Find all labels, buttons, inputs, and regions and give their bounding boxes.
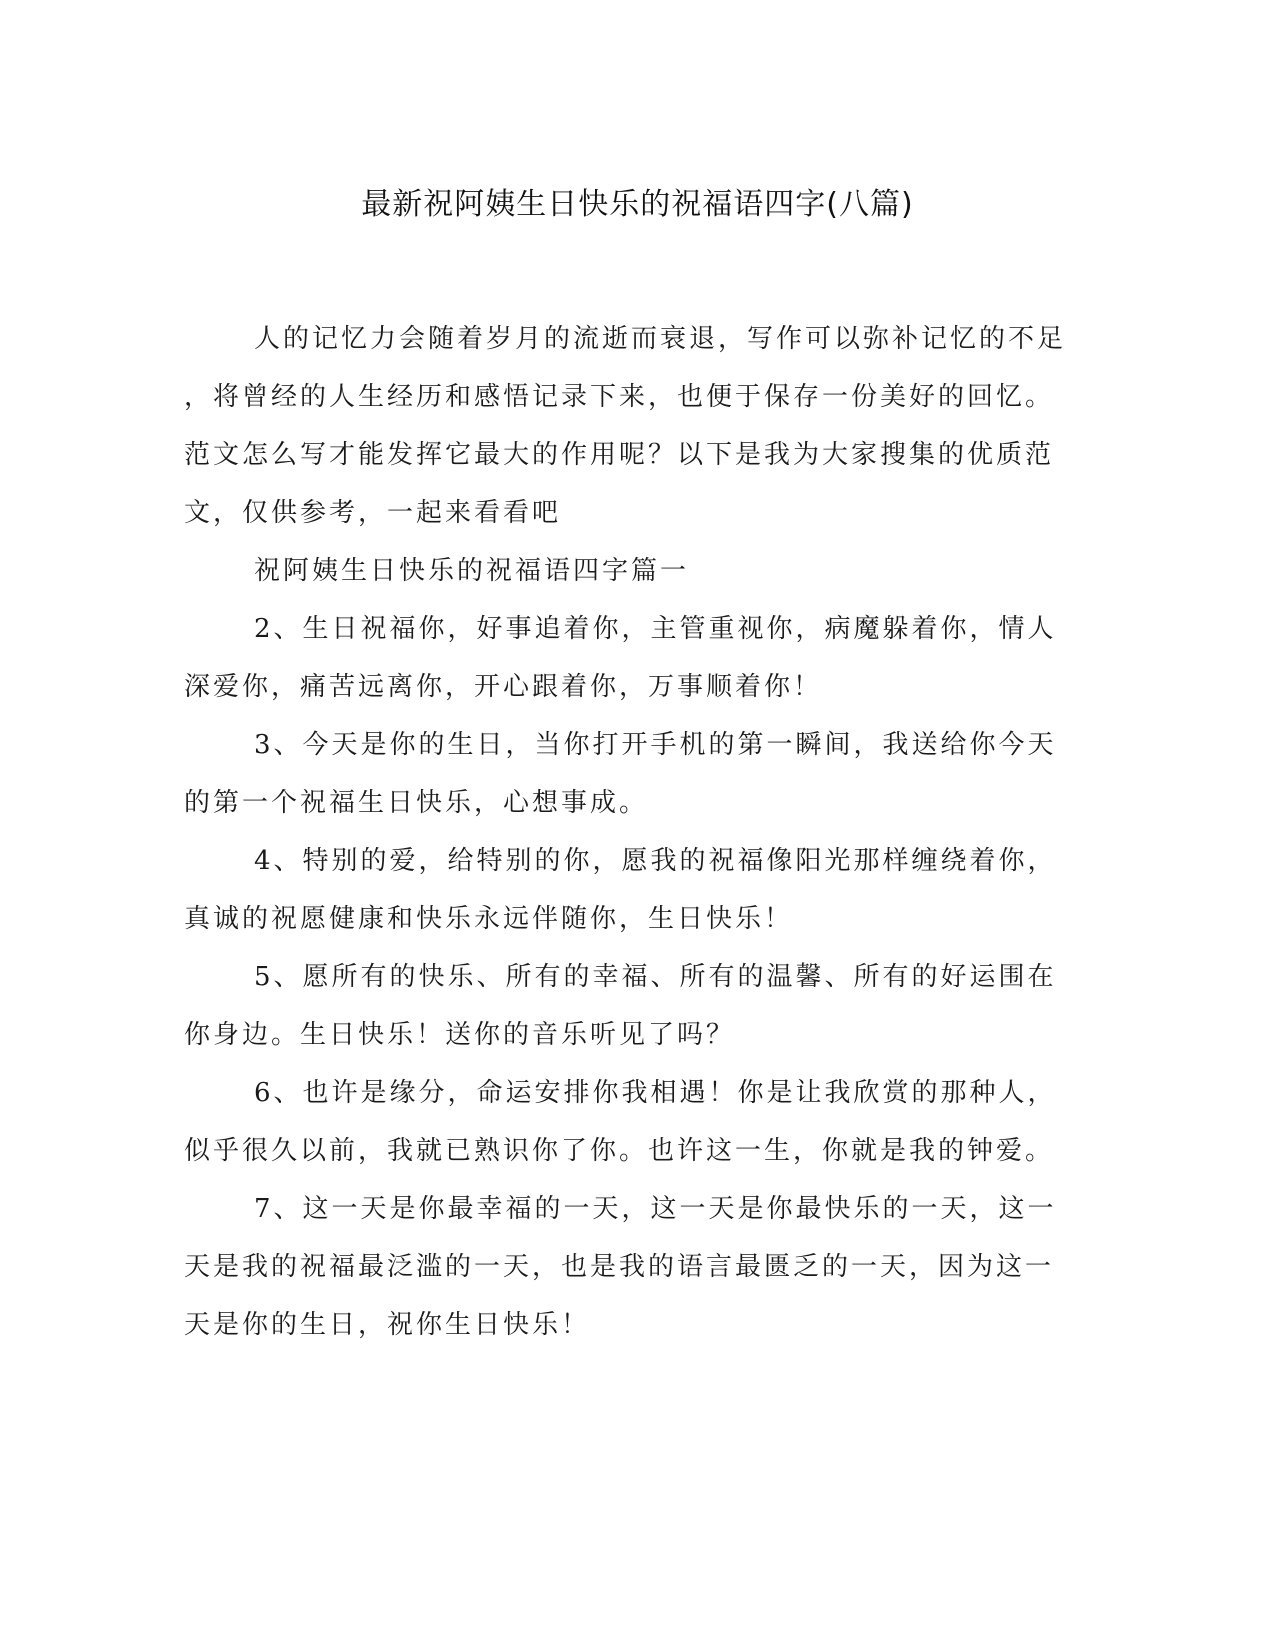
document-title: 最新祝阿姨生日快乐的祝福语四字(八篇) xyxy=(361,187,914,222)
text-line: 2、生日祝福你，好事追着你，主管重视你，病魔躲着你，情人 xyxy=(254,614,1057,644)
text-line: 天是我的祝福最泛滥的一天，也是我的语言最匮乏的一天，因为这一 xyxy=(184,1252,1055,1282)
text-line: 深爱你，痛苦远离你，开心跟着你，万事顺着你！ xyxy=(184,672,823,702)
text-line: 真诚的祝愿健康和快乐永远伴随你，生日快乐！ xyxy=(184,904,794,934)
text-line: 天是你的生日，祝你生日快乐！ xyxy=(184,1310,591,1340)
text-line: 4、特别的爱，给特别的你，愿我的祝福像阳光那样缠绕着你， xyxy=(254,846,1057,876)
text-line: 范文怎么写才能发挥它最大的作用呢？以下是我为大家搜集的优质范 xyxy=(184,440,1055,470)
text-line: 7、这一天是你最幸福的一天，这一天是你最快乐的一天，这一 xyxy=(254,1194,1057,1224)
document-body xyxy=(184,310,1067,1354)
text-line: 6、也许是缘分，命运安排你我相遇！你是让我欣赏的那种人， xyxy=(254,1078,1057,1108)
text-line: 人的记忆力会随着岁月的流逝而衰退，写作可以弥补记忆的不足 xyxy=(254,324,1067,354)
text-line: 3、今天是你的生日，当你打开手机的第一瞬间，我送给你今天 xyxy=(254,730,1057,760)
text-line: 5、愿所有的快乐、所有的幸福、所有的温馨、所有的好运围在 xyxy=(254,962,1057,992)
text-line: 似乎很久以前，我就已熟识你了你。也许这一生，你就是我的钟爱。 xyxy=(184,1136,1055,1166)
text-line: ，将曾经的人生经历和感悟记录下来，也便于保存一份美好的回忆。 xyxy=(184,382,1055,412)
section-heading: 祝阿姨生日快乐的祝福语四字篇一 xyxy=(254,556,690,586)
text-line: 文，仅供参考，一起来看看吧 xyxy=(184,498,562,528)
text-line: 你身边。生日快乐！送你的音乐听见了吗？ xyxy=(184,1020,736,1050)
text-line: 的第一个祝福生日快乐，心想事成。 xyxy=(184,788,649,818)
